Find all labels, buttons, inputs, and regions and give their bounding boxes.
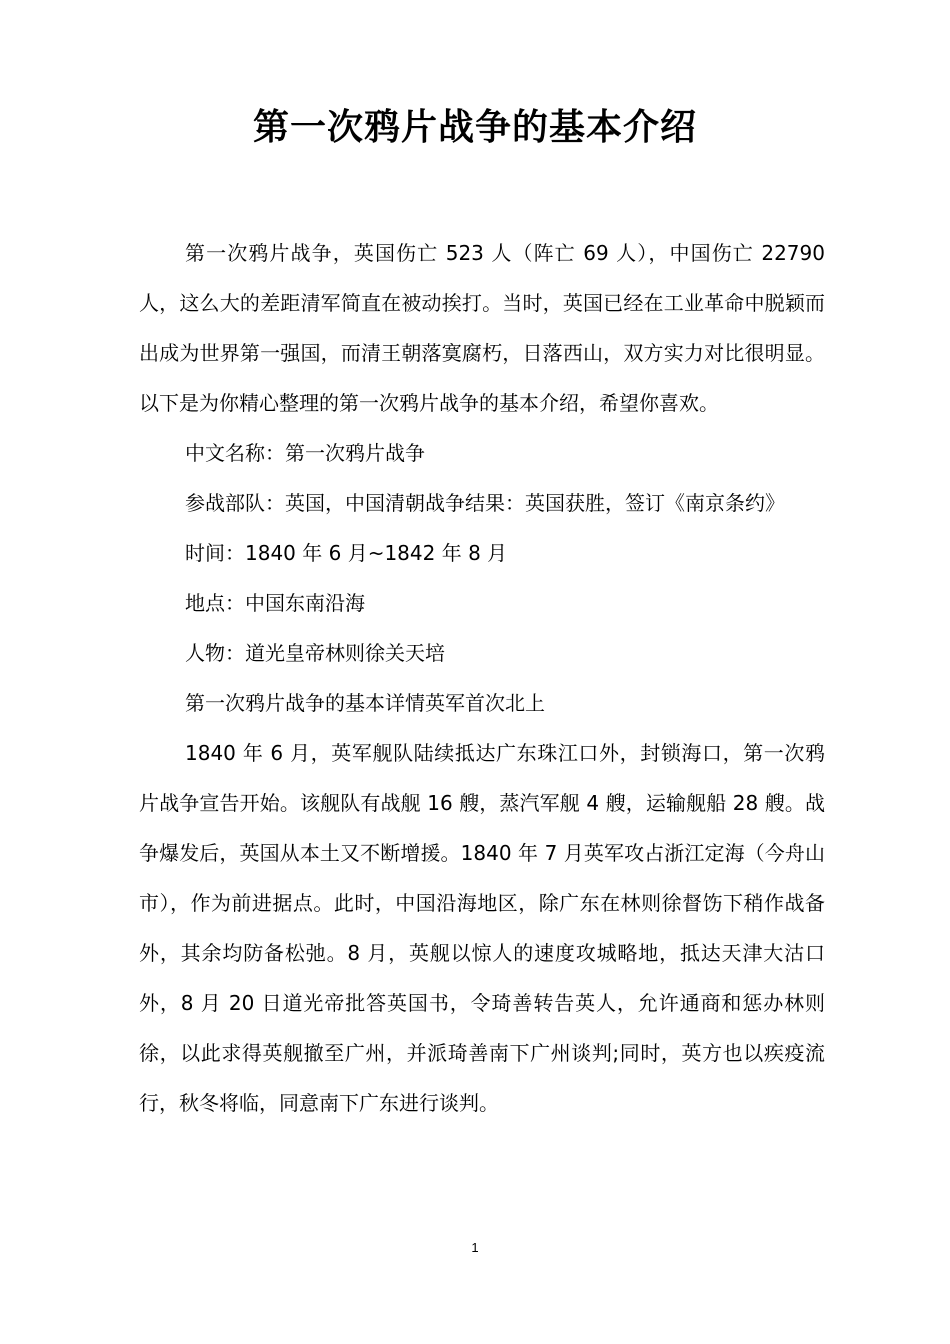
section-heading: 第一次鸦片战争的基本详情英军首次北上 <box>185 691 545 715</box>
fact-time: 时间：1840 年 6 月~1842 年 8 月 <box>185 541 508 565</box>
document-title: 第一次鸦片战争的基本介绍 <box>252 107 697 148</box>
section-paragraph: 1840 年 6 月，英军舰队陆续抵达广东珠江口外，封锁海口，第一次鸦片战争宣告开始。该舰队有战舰 16 艘，蒸汽军舰 4 艘，运输舰船 28 艘。战争爆发后，英国从本土又不断增援。1840 年 7 月英军攻占浙江定海（今舟山市），作为前进据点。此时，中国沿海地区，除广东在林则徐督饬下稍作战备外，其余均防备松弛。8 月，英舰以惊人的速度攻城略地，抵达天津大沽口外，8 月 20 日道光帝批答英国书，令琦善转告英人，允许通商和惩办林则徐，以此求得英舰撤至广州，并派琦善南下广州谈判;同时，英方也以疾疫流行，秋冬将临，同意南下广东进行谈判。 <box>139 741 825 1115</box>
fact-chinese-name: 中文名称：第一次鸦片战争 <box>185 441 425 465</box>
intro-paragraph: 第一次鸦片战争，英国伤亡 523 人（阵亡 69 人），中国伤亡 22790 人，这么大的差距清军简直在被动挨打。当时，英国已经在工业革命中脱颖而出成为世界第一强国，而清王朝落寞腐朽，日落西山，双方实力对比很明显。以下是为你精心整理的第一次鸦片战争的基本介绍，希望你喜欢。 <box>139 241 825 415</box>
document-body <box>139 228 825 1128</box>
fact-location: 地点：中国东南沿海 <box>185 591 365 615</box>
fact-participants: 参战部队：英国，中国清朝战争结果：英国获胜，签订《南京条约》 <box>185 491 785 515</box>
fact-people: 人物：道光皇帝林则徐关天培 <box>185 641 445 665</box>
page-number: 1 <box>471 1240 479 1255</box>
